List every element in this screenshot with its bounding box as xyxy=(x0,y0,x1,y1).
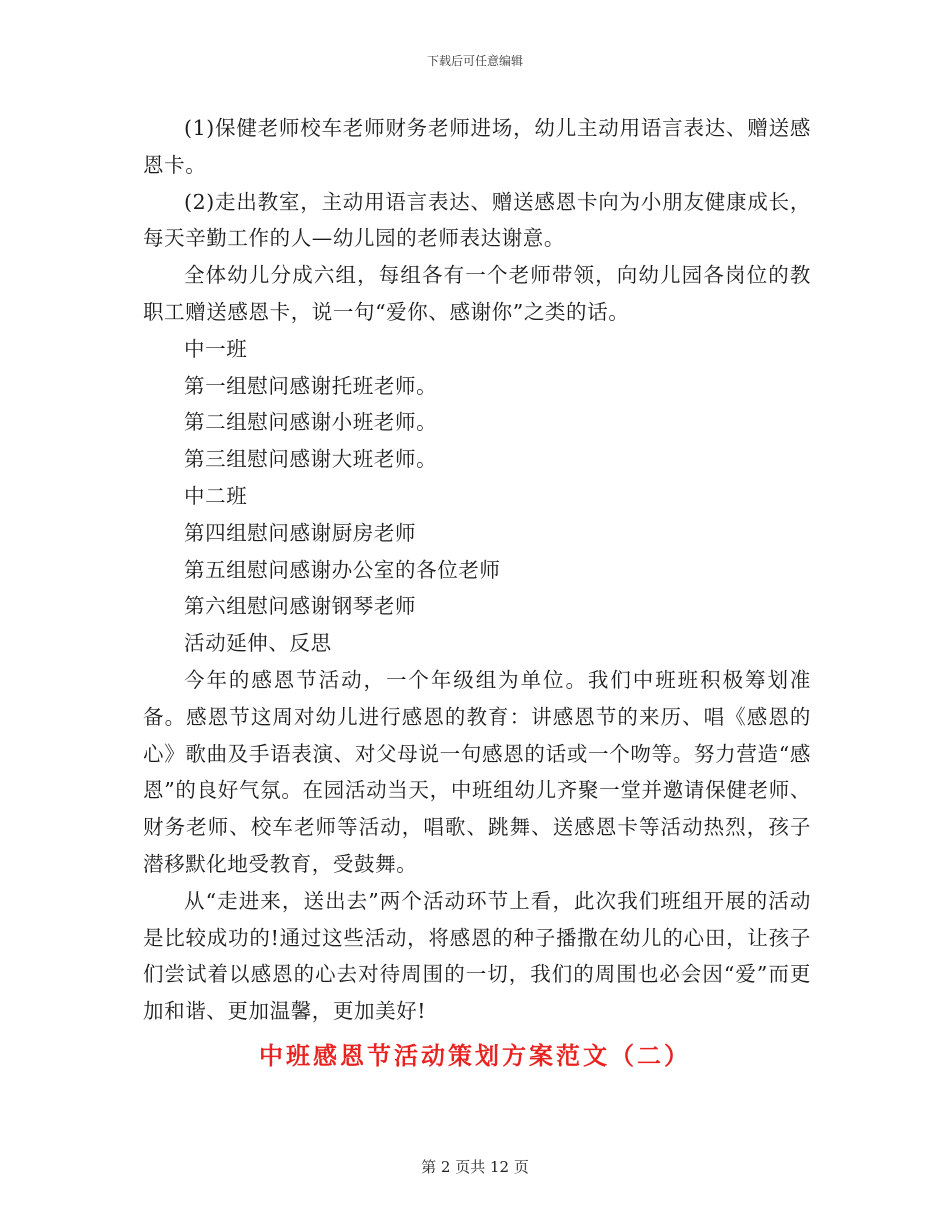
page-number: 第 2 页共 12 页 xyxy=(421,1158,529,1176)
paragraph-3: 全体幼儿分成六组，每组各有一个老师带领，向幼儿园各岗位的教职工赠送感恩卡，说一句“爱你、感谢你”之类的话。 xyxy=(143,263,811,324)
group-line-4: 第四组慰问感谢厨房老师 xyxy=(184,520,417,545)
group-line-6: 第六组慰问感谢钢琴老师 xyxy=(184,594,417,619)
page-header-note: 下载后可任意编辑 xyxy=(426,54,523,68)
group-line-3: 第三组慰问感谢大班老师。 xyxy=(184,447,438,472)
document-body xyxy=(143,110,811,1030)
section-title: 中班感恩节活动策划方案范文（二） xyxy=(259,1042,691,1070)
group-line-5: 第五组慰问感谢办公室的各位老师 xyxy=(184,557,501,582)
paragraph-reflection-2: 从“走进来，送出去”两个活动环节上看，此次我们班组开展的活动是比较成功的!通过这些活动，将感恩的种子播撒在幼儿的心田，让孩子们尝试着以感恩的心去对待周围的一切，我们的周围也必会因“爱”而更加和谐、更加温馨，更加美好! xyxy=(143,888,811,1024)
class-heading-2: 中二班 xyxy=(184,483,248,508)
paragraph-reflection-1: 今年的感恩节活动，一个年级组为单位。我们中班班积极筹划准备。感恩节这周对幼儿进行感恩的教育：讲感恩节的来历、唱《感恩的心》歌曲及手语表演、对父母说一句感恩的话或一个吻等。努力营造“感恩”的良好气氛。在园活动当天，中班组幼儿齐聚一堂并邀请保健老师、财务老师、校车老师等活动，唱歌、跳舞、送感恩卡等活动热烈，孩子潜移默化地受教育，受鼓舞。 xyxy=(143,667,811,876)
group-line-1: 第一组慰问感谢托班老师。 xyxy=(184,373,438,398)
reflection-heading: 活动延伸、反思 xyxy=(184,631,332,656)
paragraph-2: (2)走出教室，主动用语言表达、赠送感恩卡向为小朋友健康成长，每天辛勤工作的人—幼儿园的老师表达谢意。 xyxy=(143,189,811,251)
paragraph-1: (1)保健老师校车老师财务老师进场，幼儿主动用语言表达、赠送感恩卡。 xyxy=(143,116,811,177)
group-line-2: 第二组慰问感谢小班老师。 xyxy=(184,410,438,435)
class-heading-1: 中一班 xyxy=(184,336,248,361)
